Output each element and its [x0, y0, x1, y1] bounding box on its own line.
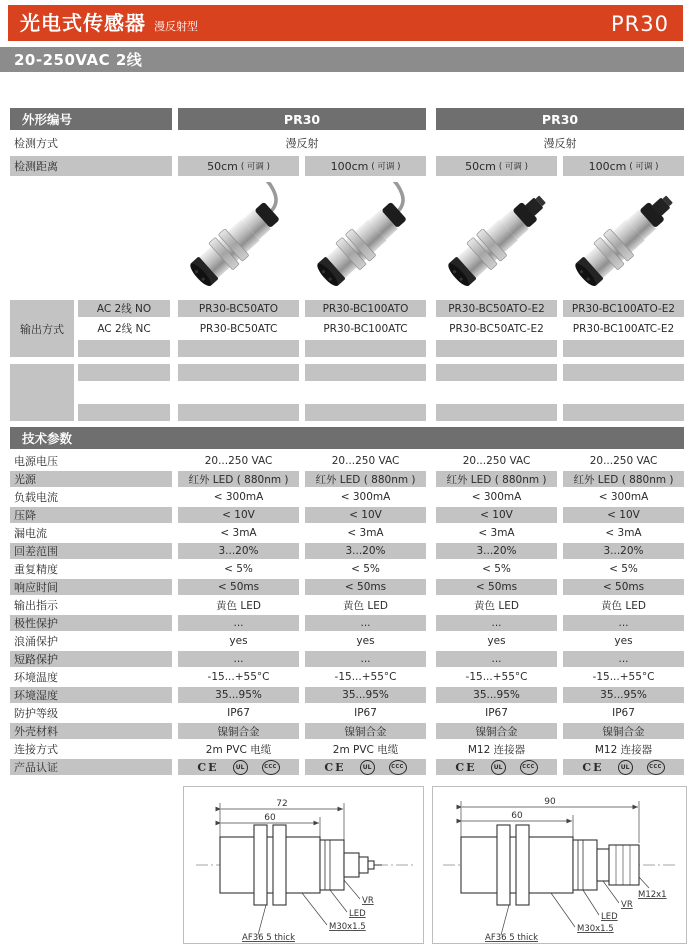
spec-value-cell: ...	[436, 615, 557, 631]
spec-value-cell: 镍铜合金	[178, 723, 299, 739]
spec-value-cell: 镍铜合金	[436, 723, 557, 739]
dimension-drawing-cable	[183, 786, 424, 944]
spec-value-cell: < 50ms	[178, 579, 299, 595]
spec-value-cell: 20...250 VAC	[204, 455, 273, 467]
ce-mark: CE	[324, 760, 346, 774]
page-title-subtype: 漫反射型	[154, 20, 198, 33]
spec-value-cell: 镍铜合金	[563, 723, 684, 739]
page-header	[8, 5, 683, 41]
spec-value-cell: ...	[305, 651, 426, 667]
detection-method-label: 检测方式	[14, 137, 58, 150]
output-model-cell: PR30-BC50ATO	[178, 300, 299, 317]
spec-value-cell: 红外 LED ( 880nm )	[178, 471, 299, 487]
output-model-cell	[563, 404, 684, 421]
spec-value-cell: -15...+55°C	[207, 671, 270, 683]
ul-mark: UL	[618, 760, 633, 775]
output-model-cell	[436, 384, 557, 401]
detection-distance-cell	[563, 156, 684, 176]
label-vr-2: VR	[621, 900, 633, 910]
tech-specs-header-text: 技术参数	[22, 431, 73, 446]
spec-value-cell: 3...20%	[178, 543, 299, 559]
ce-mark: CE	[455, 760, 477, 774]
output-model-cell	[563, 340, 684, 357]
output-model-cell: PR30-BC100ATO	[305, 300, 426, 317]
ccc-mark: CCC	[520, 760, 538, 775]
ccc-mark: CCC	[262, 760, 280, 775]
spec-value-cell: yes	[614, 635, 633, 647]
output-sub-cell: AC 2线 NC	[97, 323, 151, 335]
distance-value: 50cm	[207, 159, 238, 173]
detection-distance-label: 检测距离	[10, 156, 172, 176]
spec-label: 压降	[10, 507, 172, 523]
spec-value-cell: < 5%	[351, 563, 380, 575]
spec-cert-cell	[436, 759, 557, 775]
label-m12-2: M12x1	[638, 890, 667, 900]
spec-label: 浪涌保护	[14, 635, 58, 648]
model-group-header-2	[436, 108, 684, 130]
spec-label: 防护等级	[14, 707, 58, 720]
model-group-1-text: PR30	[283, 111, 321, 127]
spec-value-cell: < 5%	[224, 563, 253, 575]
spec-value-cell: 黄色 LED	[601, 599, 646, 612]
distance-note: ( 可调 )	[240, 162, 270, 172]
spec-label: 外壳材料	[10, 723, 172, 739]
spec-label: 短路保护	[10, 651, 172, 667]
output-model-cell: PR30-BC100ATC-E2	[572, 322, 675, 335]
output-sub-cell	[78, 364, 170, 381]
output-model-cell	[305, 340, 426, 357]
spec-value-cell: 35...95%	[563, 687, 684, 703]
spec-value-cell: < 50ms	[563, 579, 684, 595]
shape-header-label-text: 外形编号	[22, 112, 73, 127]
detection-distance-cell	[178, 156, 299, 176]
output-model-cell: PR30-BC50ATC	[199, 322, 278, 335]
spec-label: 环境温度	[14, 671, 58, 684]
output-model-cell	[305, 364, 426, 381]
output-model-cell	[563, 364, 684, 381]
sensor-photo-connector	[558, 182, 690, 296]
output-sub-cell	[78, 384, 170, 401]
spec-value-cell: 35...95%	[178, 687, 299, 703]
page-model: PR30	[611, 12, 669, 36]
ccc-mark: CCC	[389, 760, 407, 775]
spec-label: 漏电流	[14, 527, 47, 540]
ce-mark: CE	[197, 760, 219, 774]
spec-value-cell: 3...20%	[305, 543, 426, 559]
spec-label: 输出指示	[14, 599, 58, 612]
output-mode-label: 输出方式	[10, 300, 74, 357]
spec-value-cell: -15...+55°C	[465, 671, 528, 683]
spec-value-cell: < 10V	[563, 507, 684, 523]
output-model-cell	[178, 340, 299, 357]
spec-value-cell: yes	[229, 635, 248, 647]
label-flats-1: AF36 5 thick	[242, 933, 296, 943]
spec-cert-cell	[563, 759, 684, 775]
spec-value-cell: < 5%	[609, 563, 638, 575]
dim-front-1: 60	[264, 813, 276, 823]
output-sub-cell	[78, 340, 170, 357]
page-title: 光电式传感器	[20, 11, 146, 35]
spec-value-cell: < 5%	[482, 563, 511, 575]
spec-value-cell: -15...+55°C	[592, 671, 655, 683]
ul-mark: UL	[360, 760, 375, 775]
label-vr-1: VR	[362, 896, 374, 906]
spec-value-cell: 3...20%	[436, 543, 557, 559]
output-model-cell: PR30-BC100ATC	[323, 322, 408, 335]
ce-mark: CE	[582, 760, 604, 774]
spec-value-cell: 黄色 LED	[474, 599, 519, 612]
label-thread-1: M30x1.5	[329, 922, 366, 932]
spec-value-cell: 红外 LED ( 880nm )	[563, 471, 684, 487]
ccc-mark: CCC	[647, 760, 665, 775]
distance-value: 100cm	[330, 159, 369, 173]
detection-method-value-2: 漫反射	[543, 137, 577, 150]
spec-value-cell: IP67	[227, 707, 250, 719]
output-model-cell	[305, 384, 426, 401]
dim-total-1: 72	[276, 799, 288, 809]
spec-value-cell: IP67	[612, 707, 635, 719]
spec-value-cell: ...	[178, 615, 299, 631]
spec-value-cell: < 10V	[436, 507, 557, 523]
detection-distance-cell	[305, 156, 426, 176]
spec-value-cell: < 10V	[178, 507, 299, 523]
label-led-1: LED	[349, 909, 366, 919]
spec-value-cell: ...	[563, 651, 684, 667]
spec-value-cell: ...	[436, 651, 557, 667]
label-led-2: LED	[601, 912, 618, 922]
spec-value-cell: 35...95%	[305, 687, 426, 703]
spec-label: 环境湿度	[10, 687, 172, 703]
sensor-photo-cable	[173, 182, 305, 296]
spec-value-cell: < 300mA	[340, 491, 391, 503]
dimension-drawing-connector-svg	[433, 787, 686, 943]
spec-value-cell: 2m PVC 电缆	[205, 743, 272, 756]
dimension-drawing-connector	[432, 786, 687, 944]
output-model-cell: PR30-BC100ATO-E2	[563, 300, 684, 317]
spec-value-cell: < 50ms	[436, 579, 557, 595]
ul-mark: UL	[233, 760, 248, 775]
spec-value-cell: < 300mA	[213, 491, 264, 503]
spec-value-cell: yes	[356, 635, 375, 647]
spec-label: 响应时间	[10, 579, 172, 595]
output-model-cell	[178, 384, 299, 401]
spec-value-cell: 镍铜合金	[305, 723, 426, 739]
output-model-cell	[436, 404, 557, 421]
spec-value-cell: < 3mA	[605, 527, 642, 539]
spec-label: 光源	[10, 471, 172, 487]
output-model-cell	[305, 404, 426, 421]
spec-value-cell: < 50ms	[305, 579, 426, 595]
spec-value-cell: 20...250 VAC	[462, 455, 531, 467]
spec-value-cell: < 10V	[305, 507, 426, 523]
dimension-drawing-cable-svg	[184, 787, 423, 943]
output-model-cell: PR30-BC50ATO-E2	[436, 300, 557, 317]
spec-label: 重复精度	[14, 563, 58, 576]
spec-value-cell: 红外 LED ( 880nm )	[436, 471, 557, 487]
distance-value: 100cm	[588, 159, 627, 173]
spec-value-cell: < 3mA	[478, 527, 515, 539]
distance-note: ( 可调 )	[371, 162, 401, 172]
detection-method-value-1: 漫反射	[285, 137, 319, 150]
output-mode-spare-label	[10, 364, 74, 421]
output-model-cell: PR30-BC50ATC-E2	[449, 322, 544, 335]
sensor-photo-cable	[300, 182, 432, 296]
output-model-cell	[178, 404, 299, 421]
label-flats-2: AF36 5 thick	[485, 933, 539, 943]
spec-value-cell: ...	[178, 651, 299, 667]
sensor-photo-connector	[431, 182, 563, 296]
distance-note: ( 可调 )	[498, 162, 528, 172]
spec-label: 极性保护	[10, 615, 172, 631]
output-model-cell	[178, 364, 299, 381]
spec-value-cell: ...	[305, 615, 426, 631]
spec-cert-cell	[305, 759, 426, 775]
spec-value-cell: M12 连接器	[467, 743, 526, 756]
spec-value-cell: 黄色 LED	[343, 599, 388, 612]
dim-total-2: 90	[544, 797, 556, 807]
spec-label: 产品认证	[10, 759, 172, 775]
output-model-cell	[436, 364, 557, 381]
voltage-banner	[0, 47, 684, 72]
output-sub-cell: AC 2线 NO	[78, 300, 170, 317]
spec-label: 电源电压	[14, 455, 58, 468]
spec-value-cell: IP67	[485, 707, 508, 719]
output-sub-cell	[78, 404, 170, 421]
spec-value-cell: IP67	[354, 707, 377, 719]
spec-value-cell: 20...250 VAC	[331, 455, 400, 467]
spec-value-cell: 35...95%	[436, 687, 557, 703]
detection-distance-cell	[436, 156, 557, 176]
ul-mark: UL	[491, 760, 506, 775]
spec-value-cell: M12 连接器	[594, 743, 653, 756]
spec-value-cell: < 3mA	[220, 527, 257, 539]
tech-specs-header	[10, 427, 684, 449]
distance-value: 50cm	[465, 159, 496, 173]
spec-value-cell: 20...250 VAC	[589, 455, 658, 467]
spec-value-cell: -15...+55°C	[334, 671, 397, 683]
model-group-header-1	[178, 108, 426, 130]
spec-value-cell: ...	[563, 615, 684, 631]
spec-value-cell: 2m PVC 电缆	[332, 743, 399, 756]
spec-value-cell: yes	[487, 635, 506, 647]
spec-value-cell: 红外 LED ( 880nm )	[305, 471, 426, 487]
dim-front-2: 60	[511, 811, 523, 821]
output-model-cell	[436, 340, 557, 357]
spec-value-cell: 黄色 LED	[216, 599, 261, 612]
spec-value-cell: < 300mA	[471, 491, 522, 503]
spec-cert-cell	[178, 759, 299, 775]
label-thread-2: M30x1.5	[577, 924, 614, 934]
spec-label: 负载电流	[14, 491, 58, 504]
voltage-banner-label: 20-250VAC 2线	[14, 51, 143, 69]
spec-value-cell: < 3mA	[347, 527, 384, 539]
spec-value-cell: < 300mA	[598, 491, 649, 503]
shape-header-label	[10, 108, 172, 130]
spec-label: 回差范围	[10, 543, 172, 559]
spec-label: 连接方式	[14, 743, 58, 756]
spec-value-cell: 3...20%	[563, 543, 684, 559]
output-model-cell	[563, 384, 684, 401]
model-group-2-text: PR30	[541, 111, 579, 127]
distance-note: ( 可调 )	[629, 162, 659, 172]
